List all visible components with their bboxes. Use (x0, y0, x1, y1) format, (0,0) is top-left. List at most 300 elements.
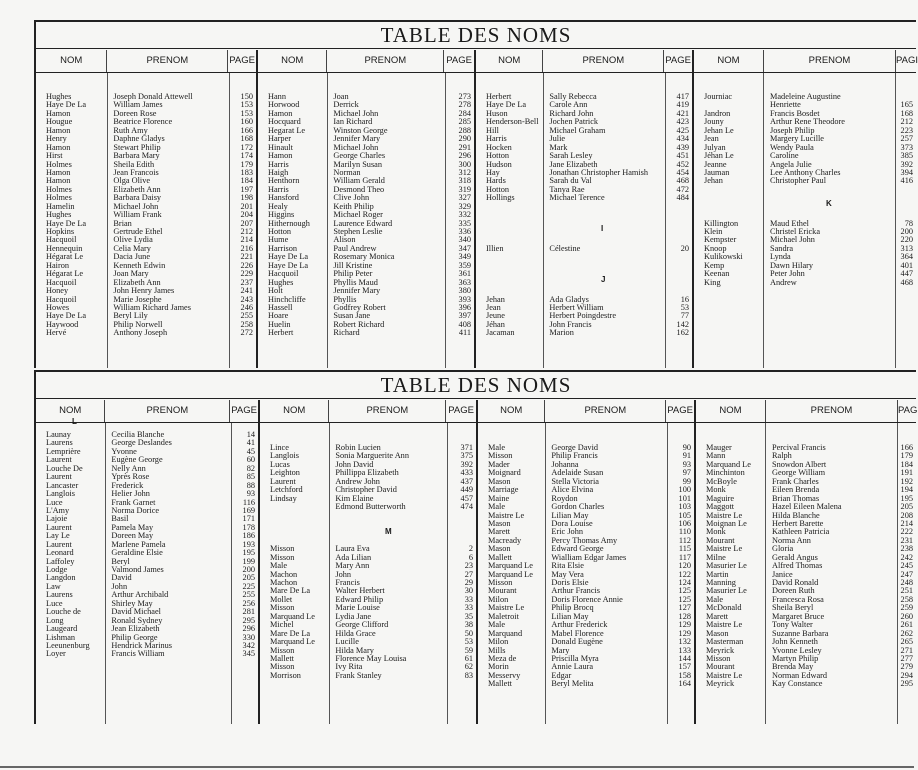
page-number: 375 (460, 451, 473, 461)
header-page: PAGI (896, 55, 918, 66)
surname (260, 528, 329, 536)
given-names: Jill Kristine (333, 260, 373, 270)
surname: Machon (270, 578, 298, 587)
page-number: 364 (900, 252, 913, 262)
given-names: Edward George (551, 544, 604, 554)
given-names: Suzanne Barbara (772, 628, 829, 638)
given-names: Jane Elizabeth (549, 159, 598, 169)
page-number: 363 (458, 277, 471, 287)
given-names: Arthur Frederick (551, 620, 608, 630)
page-number: 100 (678, 485, 691, 495)
given-names: Edmond Butterworth (335, 502, 406, 512)
surname: Klein (704, 227, 723, 236)
surname: Hotton (486, 151, 510, 161)
surname: Long (46, 615, 64, 625)
name-entry-row (476, 127, 692, 135)
page-number: 45 (246, 446, 255, 456)
page-number: 207 (240, 218, 253, 228)
page-number: 416 (900, 176, 913, 186)
page-number: 106 (678, 518, 691, 528)
page-number: 124 (678, 578, 691, 587)
surname: Male (706, 594, 724, 604)
surname: Machon (270, 569, 298, 579)
surname: Jauman (704, 167, 730, 177)
surname: Jandron (704, 108, 731, 118)
page-number: 396 (458, 302, 471, 312)
given-names: Lynda (770, 252, 791, 262)
page-number: 273 (458, 92, 471, 101)
given-names: Beryl Melita (551, 679, 594, 689)
given-names: Yvonne Lesley (772, 645, 822, 655)
surname: Laurent (270, 476, 296, 486)
given-names: Rita Elsie (551, 561, 584, 571)
surname: Knoop (704, 243, 727, 253)
entry-list (476, 93, 692, 338)
page-number: 347 (458, 243, 471, 253)
entry-list (478, 444, 694, 689)
surname: Meyrick (706, 645, 735, 655)
page-number: 335 (458, 218, 471, 228)
page-number: 294 (900, 670, 913, 680)
given-names: Anthony Joseph (113, 328, 168, 338)
surname: Hamon (46, 167, 71, 177)
page-number: 117 (678, 552, 691, 562)
entry-list (36, 431, 258, 659)
page-number: 183 (240, 167, 253, 177)
header-page: PAGE (665, 55, 691, 66)
surname: Hocquard (268, 117, 301, 127)
surname: Hughes (46, 210, 72, 220)
page-number: 112 (678, 535, 691, 545)
surname (476, 203, 543, 211)
surname: Masurier Le (706, 561, 747, 571)
given-names: Frank Garnet (111, 497, 156, 507)
surname: Harper (268, 134, 292, 144)
surname: Harris (268, 159, 289, 169)
page-number: 29 (464, 578, 473, 587)
given-names: Ronald Sydney (111, 615, 163, 625)
given-names: Richard (333, 328, 360, 338)
surname: Jouny (704, 117, 724, 127)
page-number: 125 (678, 586, 691, 596)
surname: Marriage (488, 485, 519, 495)
page-number: 271 (900, 645, 913, 655)
surname: Langdon (46, 573, 76, 583)
page-number: 255 (242, 590, 255, 600)
page-number: 168 (240, 134, 253, 144)
given-names: Hilda Mary (335, 645, 374, 655)
given-names: Gertrude Ethel (113, 227, 163, 236)
page-number: 433 (460, 468, 473, 478)
surname: Killington (704, 218, 739, 228)
surname: Messervy (488, 670, 521, 680)
page-number: 262 (900, 628, 913, 638)
page-number: 186 (242, 531, 255, 541)
given-names: George David (551, 443, 599, 452)
surname: Hégarat Le (46, 252, 84, 262)
page-number (896, 186, 916, 194)
surname: Mason (488, 518, 511, 528)
column-group (694, 50, 916, 368)
surname: Huson (486, 108, 508, 118)
given-names: Arthur Rene Theodore (770, 117, 845, 127)
surname (476, 220, 543, 228)
given-names: John Kenneth (772, 637, 818, 647)
surname: Herbert (268, 328, 294, 338)
name-entry-row (476, 203, 692, 211)
surname: Hards (486, 176, 506, 186)
page-number: 6 (468, 552, 473, 562)
name-entry-row (478, 452, 694, 460)
surname: Hennequin (46, 243, 83, 253)
header-nom: NOM (36, 50, 107, 72)
surname: Mare De La (270, 628, 311, 638)
page-number: 332 (458, 210, 471, 220)
surname: Morin (488, 662, 509, 672)
given-names: Stewart Philip (113, 142, 161, 152)
header-prenom: PRENOM (105, 400, 230, 422)
given-names: Eugène George (111, 455, 163, 465)
column-body (476, 73, 692, 368)
page-number: 393 (458, 294, 471, 304)
page-number: 394 (900, 167, 913, 177)
name-entry-row (478, 486, 694, 494)
surname: Jeanne (704, 159, 727, 169)
header-prenom: PRENOM (327, 50, 444, 72)
page-number: 83 (464, 670, 473, 680)
surname: Hacquoil (46, 294, 77, 304)
given-names: Donald Eugène (551, 637, 603, 647)
given-names: Sheila Edith (113, 159, 155, 169)
surname: Leighton (270, 468, 300, 478)
surname: Keenan (704, 269, 730, 279)
surname (260, 520, 329, 528)
given-names: Martyn Philip (772, 653, 819, 663)
page-number: 277 (900, 653, 913, 663)
surname: Jeune (486, 311, 505, 321)
surname: Langlois (46, 489, 76, 499)
given-names: Alison (333, 235, 356, 245)
page-number: 82 (246, 463, 255, 473)
entry-list (36, 93, 256, 338)
page-number: 392 (900, 159, 913, 169)
given-names: Rosemary Monica (333, 252, 395, 262)
surname: Haigh (268, 167, 289, 177)
surname: Mallett (488, 679, 512, 689)
surname: Howes (46, 302, 70, 312)
surname: Moignan Le (706, 518, 747, 528)
surname: Mourant (706, 662, 735, 672)
surname: Hann (268, 92, 286, 101)
name-entry-row (260, 672, 476, 680)
page-number: 110 (678, 527, 691, 537)
page-number: 216 (240, 243, 253, 253)
page-number: 41 (246, 438, 255, 448)
surname: Journiac (704, 92, 733, 101)
page-number: 345 (242, 649, 255, 659)
page-number: 220 (900, 235, 913, 245)
given-names: Sally Rebecca (549, 92, 597, 101)
page-number (664, 228, 692, 236)
surname: Maistre Le (706, 620, 743, 630)
page-number: 251 (900, 586, 913, 596)
given-names: Hilda Grace (335, 628, 376, 638)
header-nom: NOM (476, 50, 543, 72)
column-body (36, 73, 256, 368)
surname: Hamon (268, 108, 293, 118)
given-names: Margery Lucille (770, 134, 824, 144)
page-number: 281 (242, 607, 255, 617)
page-number: 142 (676, 319, 689, 329)
surname: Leeunenburg (46, 640, 90, 650)
given-names: Phyllis (333, 294, 357, 304)
surname: Holt (268, 286, 283, 296)
page-number: 169 (242, 505, 255, 515)
page-number: 285 (458, 117, 471, 127)
given-names: Lee Anthony Charles (770, 167, 841, 177)
page-number: 59 (464, 645, 473, 655)
page-number: 401 (900, 260, 913, 270)
name-entry-row (258, 161, 474, 169)
given-names: Beatrice Florence (113, 117, 173, 127)
name-entry-row (476, 194, 692, 202)
page-number: 153 (240, 108, 253, 118)
given-names: William Gerald (333, 176, 385, 186)
page-number: 361 (458, 269, 471, 279)
page-number: 85 (246, 472, 255, 482)
given-names: Elizabeth Ann (113, 277, 161, 287)
page-number: 397 (458, 311, 471, 321)
name-entry-row (36, 650, 258, 658)
name-entry-row (478, 520, 694, 528)
page-number: 336 (458, 227, 471, 236)
surname (476, 270, 543, 278)
given-names: Ruth Amy (113, 125, 148, 135)
page-number (446, 512, 476, 520)
column-body (694, 73, 916, 368)
given-names: Sheila Beryl (772, 603, 814, 613)
given-names: Frank Stanley (335, 670, 382, 680)
given-names: Philip Francis (551, 451, 598, 461)
given-names: Kim Elaine (335, 493, 374, 503)
given-names: Ivy Rita (335, 662, 363, 672)
surname: Lince (270, 443, 289, 452)
page-number: 116 (242, 497, 255, 507)
page-number: 160 (240, 117, 253, 127)
page-number: 171 (242, 514, 255, 524)
page-number: 329 (458, 201, 471, 211)
given-names: Yvonne (111, 446, 137, 456)
surname: Marquand Le (270, 637, 315, 647)
name-entry-row (36, 507, 258, 515)
page-number: 238 (900, 544, 913, 554)
surname: Maine (488, 493, 510, 503)
page-number: 168 (900, 108, 913, 118)
header-page: PAGE (446, 55, 472, 66)
header-prenom: PRENOM (766, 400, 898, 422)
page-number: 417 (676, 92, 689, 101)
given-names: Wendy Paula (770, 142, 814, 152)
surname: Hervé (46, 328, 67, 338)
surname: Macready (488, 535, 522, 545)
header-page: PAGE (231, 405, 257, 416)
page-number: 205 (900, 502, 913, 512)
header-prenom: PRENOM (329, 400, 446, 422)
surname: Hoare (268, 311, 289, 321)
page-number: 204 (240, 210, 253, 220)
surname: Haye De La (268, 260, 309, 270)
letter-section-marker: L (72, 417, 77, 427)
given-names: Célestine (549, 243, 581, 253)
given-names: Doreen May (111, 531, 154, 541)
given-names: Peter John (770, 269, 805, 279)
page-number: 103 (678, 502, 691, 512)
surname: Hotton (486, 184, 510, 194)
page-number: 53 (680, 302, 689, 312)
given-names: Francesca Rosa (772, 594, 824, 604)
header-prenom: PRENOM (543, 50, 664, 72)
page-number: 319 (458, 184, 471, 194)
surname: Martin (706, 569, 729, 579)
page-number: 166 (900, 443, 913, 452)
surname: Jean (704, 134, 719, 144)
page-number: 241 (240, 286, 253, 296)
given-names: George Charles (333, 151, 386, 161)
surname: Marquand Le (488, 569, 533, 579)
page-number: 330 (242, 632, 255, 642)
surname: Mason (488, 544, 511, 554)
given-names: Susan Jane (333, 311, 371, 321)
name-entry-row (694, 279, 916, 287)
page-number: 212 (240, 227, 253, 236)
surname: Hegarat Le (268, 125, 306, 135)
surname: Mallett (488, 552, 512, 562)
page-number: 33 (464, 594, 473, 604)
given-names: Lilian May (551, 510, 589, 520)
page-number: 208 (900, 510, 913, 520)
given-names: John Francis (549, 319, 592, 329)
column-header-row (258, 50, 474, 73)
surname: Male (270, 561, 288, 571)
given-names: Herbert William (549, 302, 604, 312)
given-names: George William (772, 468, 826, 478)
page-number: 93 (246, 489, 255, 499)
surname: Louche De (46, 463, 83, 473)
given-names: Michael Terence (549, 193, 605, 203)
given-names: Tanya Rae (549, 184, 585, 194)
page-number: 295 (900, 679, 913, 689)
given-names: Ada Gladys (549, 294, 589, 304)
name-entry-row (696, 562, 916, 570)
given-names (543, 220, 664, 228)
given-names: Philip George (111, 632, 158, 642)
given-names: Andrew (770, 277, 797, 287)
page-number: 468 (900, 277, 913, 287)
given-names: Tony Walter (772, 620, 813, 630)
given-names: Barbara Mary (113, 151, 160, 161)
given-names: Daphne Gladys (113, 134, 165, 144)
given-names: Barbara Daisy (113, 193, 162, 203)
name-entry-row (258, 329, 474, 337)
surname: Laffoley (46, 556, 75, 566)
page-number: 50 (464, 628, 473, 638)
surname: Lodge (46, 565, 68, 574)
page-number: 23 (464, 561, 473, 571)
column-body (258, 73, 474, 368)
page-number: 122 (678, 569, 691, 579)
header-page: PAGE (667, 405, 693, 416)
surname: Kemp (704, 260, 725, 270)
given-names: Marion (549, 328, 574, 338)
header-prenom: PRENOM (764, 50, 896, 72)
surname: Marquand (488, 628, 523, 638)
given-names: Doreen Rose (113, 108, 157, 118)
surname: Honey (46, 286, 69, 296)
header-prenom: PRENOM (107, 50, 228, 72)
page-number (446, 528, 476, 536)
given-names: Phillippa Elizabeth (335, 468, 399, 478)
page-number: 200 (900, 227, 913, 236)
surname: Hamon (46, 125, 71, 135)
surname: Mason (706, 628, 729, 638)
surname: Hill (486, 125, 499, 135)
surname: Milon (488, 594, 509, 604)
page-number: 165 (900, 100, 913, 110)
given-names: David Michael (111, 607, 161, 617)
given-names: Andrew John (335, 476, 380, 486)
page-number: 128 (678, 611, 691, 621)
page-number: 214 (900, 518, 913, 528)
given-names: Olive Lydia (113, 235, 153, 245)
given-names: Francis (335, 578, 360, 587)
given-names: Marilyn Susan (333, 159, 383, 169)
given-names: Edward Philip (335, 594, 384, 604)
page-number (664, 220, 692, 228)
column-group (478, 400, 696, 724)
surname: Luce (46, 598, 63, 608)
name-entry-row (476, 236, 692, 244)
given-names: Celia Mary (113, 243, 151, 253)
page-number: 243 (240, 294, 253, 304)
given-names: May Vera (551, 569, 584, 579)
surname: Lindsay (270, 493, 297, 503)
page-number: 371 (460, 443, 473, 452)
given-names: Lilian May (551, 611, 589, 621)
page-number: 133 (678, 645, 691, 655)
page-number: 258 (900, 594, 913, 604)
page-number: 205 (242, 573, 255, 583)
top-columns (36, 50, 916, 368)
page-number: 257 (900, 134, 913, 144)
given-names: David Ronald (772, 578, 819, 587)
page-number: 33 (464, 603, 473, 613)
page-number: 284 (458, 108, 471, 118)
column-body (36, 417, 258, 724)
given-names: Wialliam Edgar James (551, 552, 627, 562)
given-names: Norman Edward (772, 670, 828, 680)
surname: Hocken (486, 142, 512, 152)
surname: Maistre Le (488, 510, 525, 520)
given-names: Mary (551, 645, 570, 655)
surname: Harris (268, 184, 289, 194)
page-number: 342 (242, 640, 255, 650)
surname: Huelin (268, 319, 291, 329)
given-names: William James (113, 100, 163, 110)
page-number: 226 (240, 260, 253, 270)
page-number: 30 (464, 586, 473, 596)
header-nom: NOM (258, 50, 327, 72)
name-entry-row (694, 186, 916, 194)
